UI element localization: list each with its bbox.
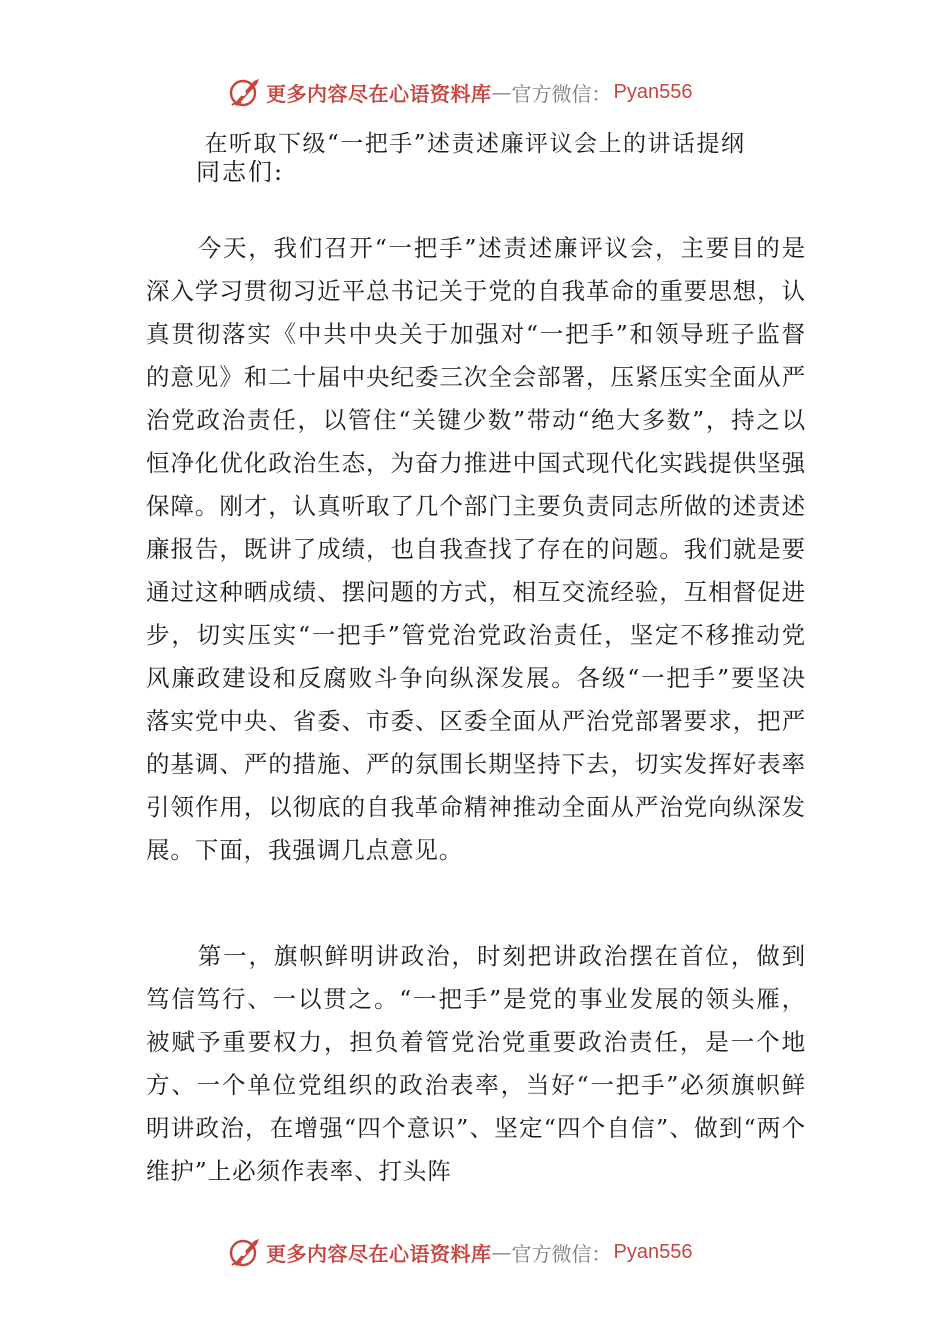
banner-wechat-label: 官方微信： <box>511 1241 612 1266</box>
banner-separator: — <box>491 1240 512 1264</box>
quill-pen-logo-icon <box>228 1235 262 1269</box>
banner-main-text: 更多内容尽在心语资料库 <box>266 81 492 106</box>
paragraph-intro: 今天，我们召开“一把手”述责述廉评议会，主要目的是深入学习贯彻习近平总书记关于党的自我革命的重要思想，认真贯彻落实《中共中央关于加强对“一把手”和领导班子监督的意见》和二十届中央纪委三次全会部署，压紧压实全面从严治党政治责任，以管住“关键少数”带动“绝大多数”，持之以恒净化优化政治生态，为奋力推进中国式现代化实践提供坚强保障。刚才，认真听取了几个部门主要负责同志所做的述责述廉报告，既讲了成绩，也自我查找了存在的问题。我们就是要通过这种晒成绩、摆问题的方式，相互交流经验，互相督促进步，切实压实“一把手”管党治党政治责任，坚定不移推动党风廉政建设和反腐败斗争向纵深发展。各级“一把手”要坚决落实党中央、省委、市委、区委全面从严治党部署要求，把严的基调、严的措施、严的氛围长期坚持下去，切实发挥好表率引领作用，以彻底的自我革命精神推动全面从严治党向纵深发展。下面，我强调几点意见。 <box>146 234 806 864</box>
paragraph-first-point: 第一，旗帜鲜明讲政治，时刻把讲政治摆在首位，做到笃信笃行、一以贯之。“一把手”是党的事业发展的领头雁，被赋予重要权力，担负着管党治党重要政治责任，是一个地方、一个单位党组织的政治表率，当好“一把手”必须旗帜鲜明讲政治，在增强“四个意识”、坚定“四个自信”、做到“两个维护”上必须作表率、打头阵 <box>146 942 806 1185</box>
footer-watermark-banner <box>228 1232 748 1272</box>
banner-main-text: 更多内容尽在心语资料库 <box>266 1241 492 1266</box>
header-watermark-banner <box>228 72 748 112</box>
banner-wechat-id: Pyan556 <box>613 1240 693 1263</box>
greeting: 同志们: <box>196 158 285 186</box>
banner-wechat-id: Pyan556 <box>613 80 693 103</box>
banner-separator: — <box>491 80 512 104</box>
banner-wechat-label: 官方微信： <box>511 81 612 106</box>
quill-pen-logo-icon <box>228 75 262 109</box>
document-title: 在听取下级“一把手”述责述廉评议会上的讲话提纲 <box>204 131 746 157</box>
